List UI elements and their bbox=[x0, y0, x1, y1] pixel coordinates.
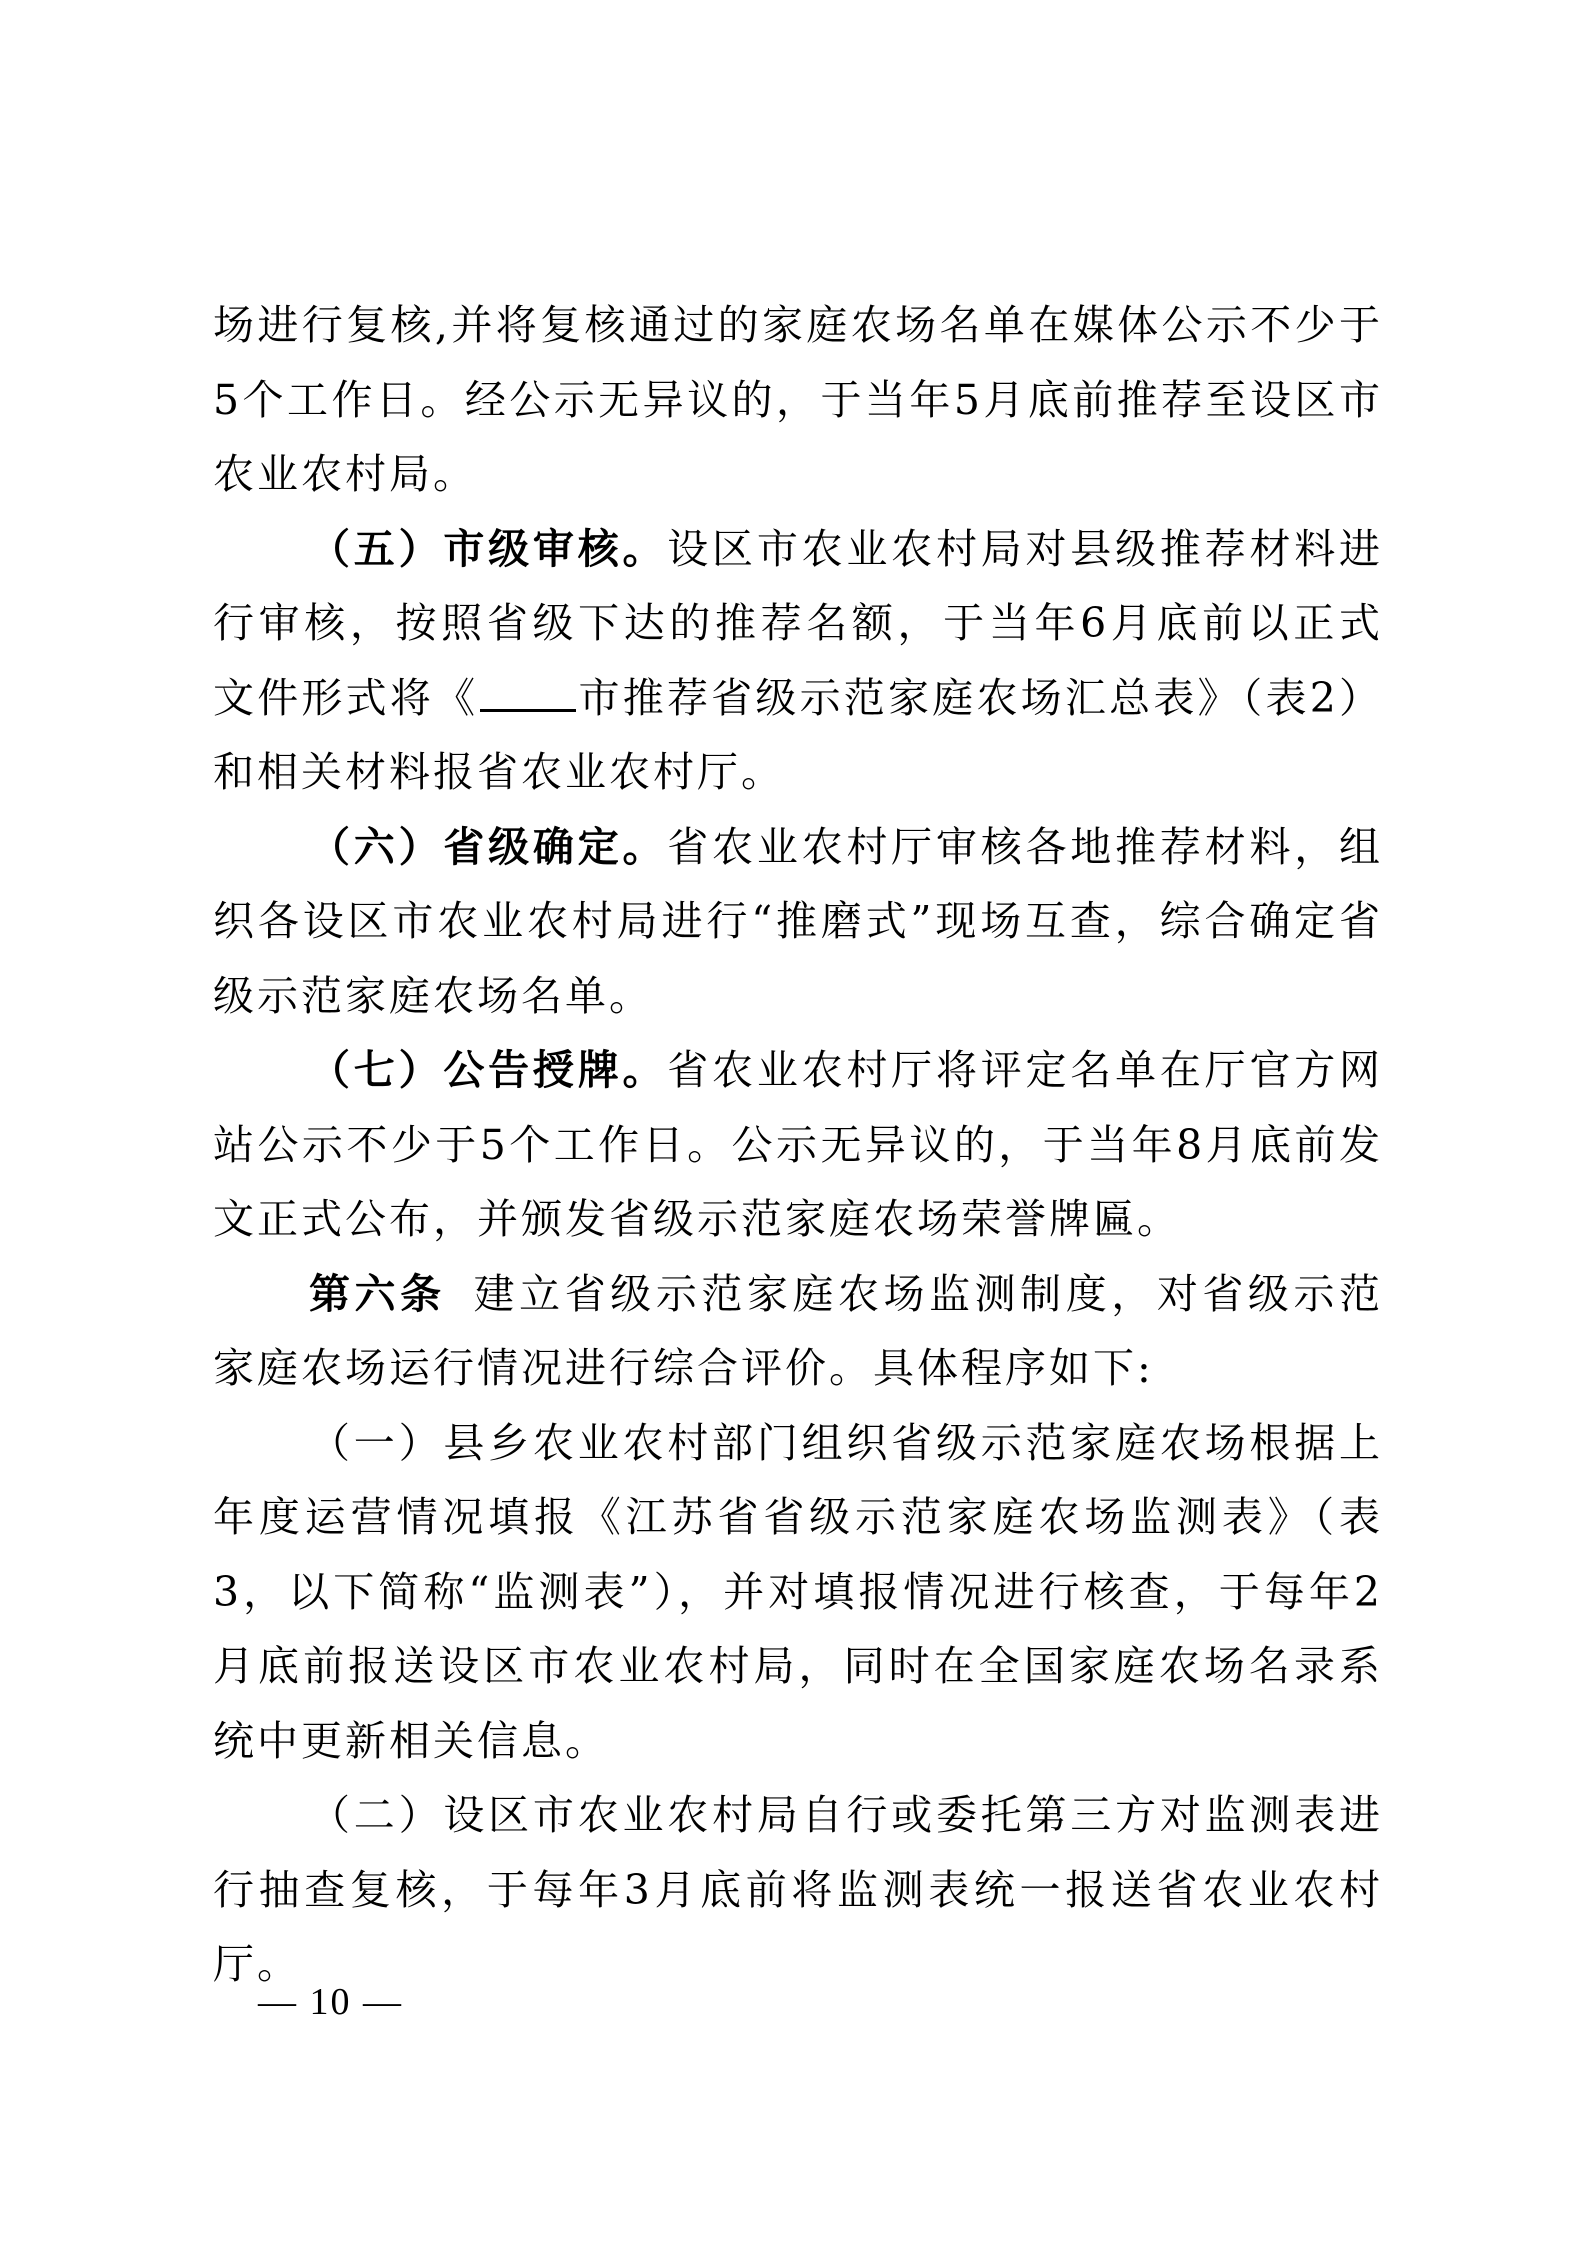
paragraph-monitoring-1 bbox=[213, 1406, 1383, 1779]
document-body bbox=[213, 288, 1383, 2002]
paragraph-text: （一）县乡农业农村部门组织省级示范家庭农场根据上年度运营情况填报《江苏省省级示范家庭农场监测表》（表3，以下简称“监测表”），并对填报情况进行核查，于每年2月底前报送设区市农业农村局，同时在全国家庭农场名录系统中更新相关信息。 bbox=[213, 1418, 1383, 1765]
paragraph-continuation bbox=[213, 288, 1383, 512]
paragraph-article-6 bbox=[213, 1257, 1383, 1406]
paragraph-text: （二）设区市农业农村局自行或委托第三方对监测表进行抽查复核，于每年3月底前将监测表统一报送省农业农村厅。 bbox=[213, 1791, 1383, 1988]
paragraph-province-confirm bbox=[213, 810, 1383, 1034]
article-heading: 第六条 bbox=[309, 1269, 446, 1318]
fill-in-blank bbox=[480, 675, 576, 712]
section-heading-7: （七）公告授牌。 bbox=[309, 1046, 668, 1094]
paragraph-text: 省农业农村厅审核各地推荐材料，组织各设区市农业农村局进行“推磨式”现场互查，综合确定省级示范家庭农场名单。 bbox=[213, 822, 1384, 1020]
paragraph-city-review bbox=[213, 512, 1383, 810]
paragraph-monitoring-2 bbox=[213, 1778, 1383, 2002]
paragraph-text: 建立省级示范家庭农场监测制度，对省级示范家庭农场运行情况进行综合评价。具体程序如下: bbox=[213, 1269, 1384, 1392]
section-heading-5: （五）市级审核。 bbox=[309, 524, 668, 573]
page-number: — 10 — bbox=[258, 1981, 403, 2023]
paragraph-announcement bbox=[213, 1033, 1383, 1257]
paragraph-text: 市推荐省级示范家庭农场汇总表》（表2）和相关材料报省农业农村厅。 bbox=[213, 673, 1383, 796]
paragraph-text: 设区市农业农村局对县级推荐材料进行审核，按照省级下达的推荐名额，于当年6月底前以正式文件形式将《 bbox=[213, 524, 1384, 722]
paragraph-text: 省农业农村厅将评定名单在厅官方网站公示不少于5个工作日。公示无异议的，于当年8月底前发文正式公布，并颁发省级示范家庭农场荣誉牌匾。 bbox=[213, 1046, 1384, 1243]
section-heading-6: （六）省级确定。 bbox=[309, 822, 668, 871]
paragraph-text: 场进行复核,并将复核通过的家庭农场名单在媒体公示不少于5个工作日。经公示无异议的，于当年5月底前推荐至设区市农业农村局。 bbox=[213, 301, 1383, 498]
